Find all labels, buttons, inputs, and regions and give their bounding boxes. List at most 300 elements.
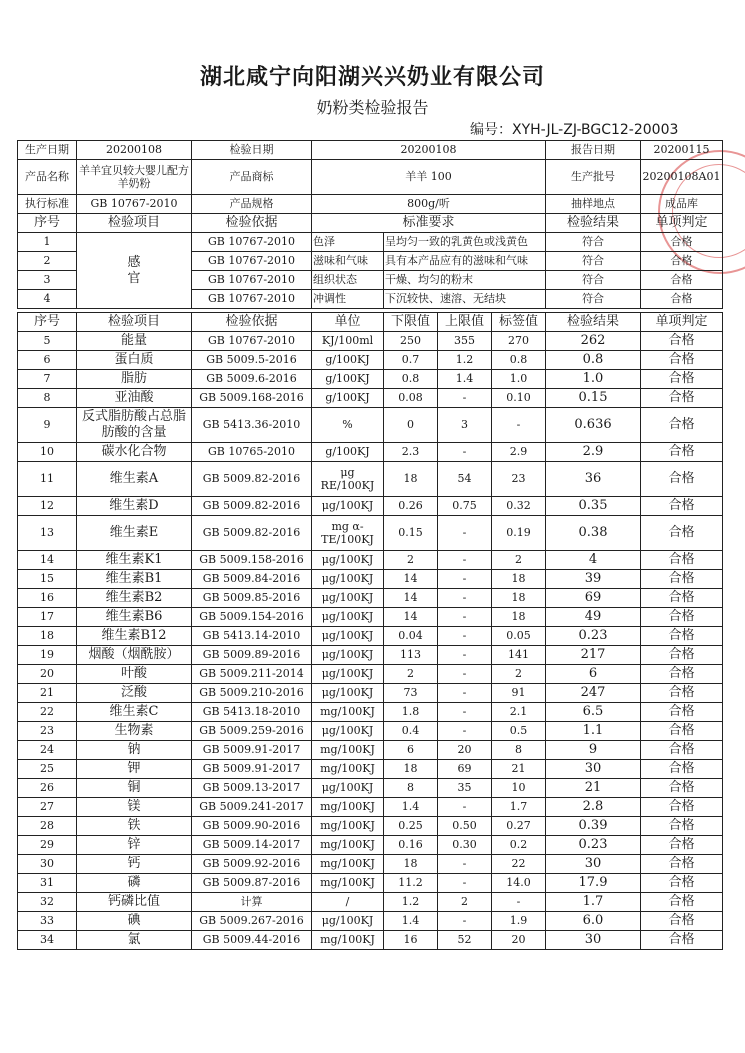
table-cell-unit: μg/100KJ [312,665,384,684]
table-cell-unit: KJ/100ml [312,332,384,351]
table-cell-judge: 合格 [641,462,723,497]
table-cell-high: 69 [438,760,492,779]
nutrient-table [17,312,723,950]
nutrient-header-judge: 单项判定 [641,313,723,332]
table-cell-basis: GB 5009.259-2016 [192,722,312,741]
prod-date: 20200108 [77,141,192,160]
table-cell-judge: 合格 [641,516,723,551]
table-cell-basis: GB 5009.168-2016 [192,389,312,408]
table-cell-unit: g/100KJ [312,370,384,389]
table-cell-label: 0.27 [492,817,546,836]
table-cell-label: 18 [492,608,546,627]
company-name: 湖北咸宁向阳湖兴兴奶业有限公司 [199,65,545,90]
table-row [18,703,723,722]
table-cell-judge: 合格 [641,332,723,351]
sensory-item: 感 官 [77,233,192,309]
table-cell-unit: g/100KJ [312,389,384,408]
table-cell-item: 维生素B1 [77,570,192,589]
table-cell-high: - [438,443,492,462]
table-cell-no: 23 [18,722,77,741]
table-cell-item: 铁 [77,817,192,836]
table-cell-result: 1.1 [546,722,641,741]
table-cell-unit: μg/100KJ [312,551,384,570]
table-row [18,912,723,931]
table-row-attr: 组织状态 [312,271,384,290]
table-cell-judge: 合格 [641,351,723,370]
table-cell-item: 亚油酸 [77,389,192,408]
table-cell-item: 反式脂肪酸占总脂肪酸的含量 [77,408,192,443]
table-cell-item: 钠 [77,741,192,760]
table-cell-high: 35 [438,779,492,798]
table-cell-result: 217 [546,646,641,665]
table-cell-unit: μg/100KJ [312,608,384,627]
table-cell-judge: 合格 [641,836,723,855]
table-cell-low: 0.04 [384,627,438,646]
table-cell-label: 8 [492,741,546,760]
table-cell-no: 19 [18,646,77,665]
table-row-basis: GB 10767-2010 [192,233,312,252]
table-cell-basis: GB 5009.154-2016 [192,608,312,627]
table-cell-item: 碳水化合物 [77,443,192,462]
table-cell-result: 36 [546,462,641,497]
table-cell-basis: GB 5009.82-2016 [192,462,312,497]
table-cell-label: 270 [492,332,546,351]
table-cell-result: 30 [546,855,641,874]
table-cell-unit: μg/100KJ [312,497,384,516]
table-cell-unit: g/100KJ [312,351,384,370]
table-cell-high: - [438,589,492,608]
table-cell-unit: μg/100KJ [312,627,384,646]
table-cell-high: 0.30 [438,836,492,855]
table-cell-no: 22 [18,703,77,722]
table-cell-result: 2.9 [546,443,641,462]
table-cell-basis: GB 5009.267-2016 [192,912,312,931]
table-cell-item: 磷 [77,874,192,893]
table-row-result: 符合 [546,290,641,309]
table-cell-low: 14 [384,608,438,627]
table-cell-no: 8 [18,389,77,408]
sensory-header-basis: 检验依据 [192,214,312,233]
table-cell-high: - [438,684,492,703]
table-cell-result: 262 [546,332,641,351]
table-cell-judge: 合格 [641,646,723,665]
table-row [18,855,723,874]
table-row [18,893,723,912]
table-cell-unit: μg/100KJ [312,779,384,798]
table-cell-basis: GB 5009.6-2016 [192,370,312,389]
table-cell-no: 29 [18,836,77,855]
product-name: 羊羊宜贝较大婴儿配方羊奶粉 [77,160,192,195]
table-row-no: 1 [18,233,77,252]
table-cell-no: 13 [18,516,77,551]
table-cell-unit: mg/100KJ [312,931,384,950]
table-cell-item: 碘 [77,912,192,931]
table-row [18,779,723,798]
table-cell-low: 0.16 [384,836,438,855]
table-cell-label: 0.5 [492,722,546,741]
table-cell-low: 0.08 [384,389,438,408]
table-cell-no: 14 [18,551,77,570]
table-cell-basis: GB 5009.14-2017 [192,836,312,855]
table-cell-unit: mg/100KJ [312,836,384,855]
table-cell-label: 0.10 [492,389,546,408]
table-cell-basis: GB 5009.84-2016 [192,570,312,589]
table-cell-item: 镁 [77,798,192,817]
table-cell-result: 6 [546,665,641,684]
table-cell-label: - [492,408,546,443]
sample-place: 成品库 [641,195,723,214]
nutrient-header-unit: 单位 [312,313,384,332]
table-cell-low: 2.3 [384,443,438,462]
table-cell-judge: 合格 [641,627,723,646]
table-row [18,817,723,836]
table-cell-judge: 合格 [641,497,723,516]
table-cell-judge: 合格 [641,741,723,760]
table-cell-basis: GB 5009.82-2016 [192,497,312,516]
nutrient-header-no: 序号 [18,313,77,332]
table-cell-item: 维生素E [77,516,192,551]
table-cell-low: 0.15 [384,516,438,551]
table-cell-label: 2.1 [492,703,546,722]
table-row [18,931,723,950]
spec-label: 产品规格 [192,195,312,214]
table-cell-item: 泛酸 [77,684,192,703]
table-cell-no: 33 [18,912,77,931]
table-cell-label: 2.9 [492,443,546,462]
table-cell-label: 1.0 [492,370,546,389]
table-cell-judge: 合格 [641,665,723,684]
report-date-label: 报告日期 [546,141,641,160]
table-cell-basis: GB 5009.87-2016 [192,874,312,893]
table-cell-label: 18 [492,570,546,589]
table-cell-result: 0.8 [546,351,641,370]
table-cell-judge: 合格 [641,389,723,408]
table-cell-high: - [438,389,492,408]
table-cell-low: 1.4 [384,798,438,817]
table-cell-judge: 合格 [641,817,723,836]
table-cell-low: 14 [384,570,438,589]
table-cell-judge: 合格 [641,443,723,462]
table-cell-high: - [438,516,492,551]
table-row [18,627,723,646]
table-cell-no: 21 [18,684,77,703]
table-cell-high: - [438,665,492,684]
table-cell-label: 23 [492,462,546,497]
table-cell-result: 0.38 [546,516,641,551]
nutrient-header-high: 上限值 [438,313,492,332]
table-row-req: 具有本产品应有的滋味和气味 [384,252,546,271]
sensory-header-result: 检验结果 [546,214,641,233]
table-cell-low: 0.26 [384,497,438,516]
table-cell-judge: 合格 [641,912,723,931]
table-cell-judge: 合格 [641,703,723,722]
table-row [18,551,723,570]
table-cell-high: 0.50 [438,817,492,836]
table-cell-result: 1.7 [546,893,641,912]
table-row-judge: 合格 [641,290,723,309]
table-cell-basis: GB 5413.14-2010 [192,627,312,646]
table-cell-basis: GB 5009.210-2016 [192,684,312,703]
table-row [18,798,723,817]
table-row [18,516,723,551]
table-cell-high: - [438,855,492,874]
table-cell-judge: 合格 [641,760,723,779]
table-cell-basis: GB 5009.91-2017 [192,741,312,760]
table-cell-result: 247 [546,684,641,703]
table-cell-label: 14.0 [492,874,546,893]
table-cell-low: 0.8 [384,370,438,389]
brand: 羊羊 100 [312,160,546,195]
table-cell-no: 18 [18,627,77,646]
table-cell-high: 54 [438,462,492,497]
table-cell-unit: mg/100KJ [312,855,384,874]
table-cell-item: 钙磷比值 [77,893,192,912]
table-cell-low: 0 [384,408,438,443]
table-cell-basis: GB 5009.91-2017 [192,760,312,779]
table-cell-low: 8 [384,779,438,798]
table-cell-item: 氯 [77,931,192,950]
standard: GB 10767-2010 [77,195,192,214]
table-cell-result: 30 [546,931,641,950]
table-cell-unit: mg/100KJ [312,874,384,893]
table-cell-label: - [492,893,546,912]
table-row-req: 呈均匀一致的乳黄色或浅黄色 [384,233,546,252]
table-row-attr: 色泽 [312,233,384,252]
table-cell-low: 14 [384,589,438,608]
table-cell-item: 叶酸 [77,665,192,684]
sensory-header-req: 标准要求 [312,214,546,233]
table-cell-low: 18 [384,462,438,497]
table-cell-basis: GB 5009.89-2016 [192,646,312,665]
table-cell-result: 0.23 [546,836,641,855]
table-row-result: 符合 [546,252,641,271]
table-cell-item: 维生素A [77,462,192,497]
batch-no: 20200108A01 [641,160,723,195]
table-cell-result: 0.636 [546,408,641,443]
table-cell-basis: GB 5009.44-2016 [192,931,312,950]
table-cell-unit: mg/100KJ [312,741,384,760]
table-cell-judge: 合格 [641,722,723,741]
table-row [18,874,723,893]
table-cell-low: 73 [384,684,438,703]
table-cell-basis: GB 5009.211-2014 [192,665,312,684]
table-cell-judge: 合格 [641,608,723,627]
batch-label: 生产批号 [546,160,641,195]
table-cell-result: 21 [546,779,641,798]
table-cell-item: 蛋白质 [77,351,192,370]
table-row-judge: 合格 [641,271,723,290]
table-cell-unit: μg/100KJ [312,589,384,608]
table-cell-high: - [438,703,492,722]
table-cell-basis: GB 5009.13-2017 [192,779,312,798]
table-cell-judge: 合格 [641,893,723,912]
table-row [18,370,723,389]
table-cell-label: 20 [492,931,546,950]
table-cell-low: 16 [384,931,438,950]
table-row-judge: 合格 [641,252,723,271]
table-row [18,570,723,589]
table-cell-unit: mg/100KJ [312,760,384,779]
table-cell-judge: 合格 [641,931,723,950]
table-row [18,497,723,516]
spec: 800g/听 [312,195,546,214]
table-cell-result: 49 [546,608,641,627]
table-cell-judge: 合格 [641,684,723,703]
table-cell-label: 0.32 [492,497,546,516]
table-cell-no: 34 [18,931,77,950]
table-row-no: 4 [18,290,77,309]
table-cell-high: 355 [438,332,492,351]
table-cell-no: 10 [18,443,77,462]
table-row [18,443,723,462]
table-cell-no: 27 [18,798,77,817]
brand-label: 产品商标 [192,160,312,195]
table-row-basis: GB 10767-2010 [192,252,312,271]
table-row [18,760,723,779]
table-cell-high: 52 [438,931,492,950]
table-cell-low: 0.4 [384,722,438,741]
table-cell-unit: μg RE/100KJ [312,462,384,497]
table-cell-result: 1.0 [546,370,641,389]
table-cell-result: 6.5 [546,703,641,722]
table-cell-no: 7 [18,370,77,389]
table-cell-unit: mg/100KJ [312,798,384,817]
table-cell-unit: mg/100KJ [312,703,384,722]
nutrient-header-low: 下限值 [384,313,438,332]
table-cell-high: - [438,646,492,665]
table-cell-unit: % [312,408,384,443]
table-row [18,608,723,627]
table-cell-result: 0.35 [546,497,641,516]
table-row [18,462,723,497]
table-cell-label: 10 [492,779,546,798]
table-cell-low: 1.2 [384,893,438,912]
table-cell-unit: μg/100KJ [312,684,384,703]
table-cell-no: 28 [18,817,77,836]
table-cell-no: 11 [18,462,77,497]
table-cell-low: 2 [384,665,438,684]
table-cell-no: 30 [18,855,77,874]
table-cell-result: 17.9 [546,874,641,893]
sample-place-label: 抽样地点 [546,195,641,214]
nutrient-header-label: 标签值 [492,313,546,332]
table-cell-basis: GB 10767-2010 [192,332,312,351]
table-cell-low: 18 [384,760,438,779]
table-cell-result: 0.23 [546,627,641,646]
table-cell-label: 0.19 [492,516,546,551]
table-cell-high: 0.75 [438,497,492,516]
table-cell-judge: 合格 [641,370,723,389]
table-cell-high: 1.2 [438,351,492,370]
table-cell-unit: μg/100KJ [312,570,384,589]
table-cell-item: 烟酸（烟酰胺） [77,646,192,665]
table-row-result: 符合 [546,271,641,290]
table-row [18,722,723,741]
table-cell-no: 31 [18,874,77,893]
table-cell-judge: 合格 [641,855,723,874]
table-cell-judge: 合格 [641,798,723,817]
table-cell-result: 30 [546,760,641,779]
table-cell-result: 9 [546,741,641,760]
table-cell-result: 69 [546,589,641,608]
table-cell-high: - [438,551,492,570]
table-cell-item: 锌 [77,836,192,855]
table-cell-label: 22 [492,855,546,874]
report-title: 奶粉类检验报告 [316,98,429,117]
table-cell-no: 16 [18,589,77,608]
report-date: 20200115 [641,141,723,160]
table-row [18,665,723,684]
standard-label: 执行标准 [18,195,77,214]
table-cell-no: 6 [18,351,77,370]
table-row-basis: GB 10767-2010 [192,271,312,290]
table-row [18,351,723,370]
table-cell-item: 脂肪 [77,370,192,389]
table-cell-high: - [438,912,492,931]
table-cell-unit: μg/100KJ [312,722,384,741]
table-row [18,332,723,351]
sensory-header-no: 序号 [18,214,77,233]
nutrient-header-basis: 检验依据 [192,313,312,332]
table-cell-high: 2 [438,893,492,912]
table-cell-high: - [438,874,492,893]
table-cell-label: 18 [492,589,546,608]
table-cell-label: 0.05 [492,627,546,646]
table-cell-basis: GB 5009.82-2016 [192,516,312,551]
table-cell-label: 2 [492,551,546,570]
table-row-req: 下沉较快、速溶、无结块 [384,290,546,309]
table-cell-label: 1.9 [492,912,546,931]
table-cell-item: 铜 [77,779,192,798]
sensory-header-item: 检验项目 [77,214,192,233]
table-cell-item: 能量 [77,332,192,351]
table-cell-low: 0.7 [384,351,438,370]
table-cell-judge: 合格 [641,589,723,608]
table-cell-no: 26 [18,779,77,798]
table-cell-high: 3 [438,408,492,443]
table-cell-low: 113 [384,646,438,665]
table-row-judge: 合格 [641,233,723,252]
table-cell-label: 2 [492,665,546,684]
table-cell-item: 钙 [77,855,192,874]
table-cell-label: 0.2 [492,836,546,855]
table-cell-no: 25 [18,760,77,779]
document-number: 编号：XYH-JL-ZJ-BGC12-20003 [470,122,679,138]
table-cell-basis: GB 10765-2010 [192,443,312,462]
table-cell-basis: GB 5009.90-2016 [192,817,312,836]
table-cell-no: 17 [18,608,77,627]
table-cell-high: - [438,798,492,817]
table-cell-low: 18 [384,855,438,874]
table-cell-judge: 合格 [641,779,723,798]
table-cell-label: 1.7 [492,798,546,817]
table-cell-unit: μg/100KJ [312,912,384,931]
table-cell-label: 0.8 [492,351,546,370]
check-date: 20200108 [312,141,546,160]
table-row [18,684,723,703]
report-info-table [17,140,723,309]
table-cell-high: - [438,722,492,741]
table-cell-item: 钾 [77,760,192,779]
table-cell-result: 4 [546,551,641,570]
table-row-attr: 滋味和气味 [312,252,384,271]
table-row-basis: GB 10767-2010 [192,290,312,309]
table-cell-judge: 合格 [641,551,723,570]
table-cell-low: 6 [384,741,438,760]
table-cell-item: 生物素 [77,722,192,741]
table-cell-basis: GB 5413.36-2010 [192,408,312,443]
table-cell-item: 维生素B2 [77,589,192,608]
